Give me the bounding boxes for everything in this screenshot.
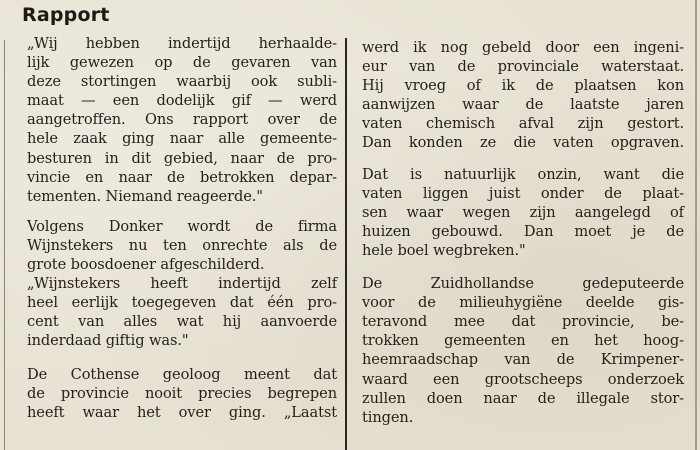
text-line: vaten liggen juist onder de plaat- bbox=[362, 184, 684, 202]
text-line: heeft waar het over ging. „Laatst bbox=[27, 403, 337, 421]
column-divider bbox=[345, 38, 347, 450]
paragraph-deputy bbox=[362, 274, 684, 427]
text-line: Wijnstekers nu ten onrechte als de bbox=[27, 236, 337, 254]
text-line: hele boel wegbreken." bbox=[362, 241, 526, 259]
text-line: De Zuidhollandse gedeputeerde bbox=[362, 275, 684, 293]
paragraph-quote-report bbox=[27, 34, 337, 206]
text-line: aanwijzen waar de laatste jaren bbox=[362, 96, 684, 114]
text-line: grote boosdoener afgeschilderd. bbox=[27, 256, 265, 274]
text-line: sen waar wegen zijn aangelegd of bbox=[362, 203, 684, 221]
paragraph-geologist bbox=[27, 365, 337, 422]
text-line: vaten chemisch afval zijn gestort. bbox=[362, 115, 684, 133]
text-line: cent van alles wat hij aanvoerde bbox=[27, 313, 337, 331]
clipping-left-edge bbox=[4, 40, 5, 450]
text-line: vincie en naar de betrokken depar- bbox=[27, 168, 337, 186]
text-line: tementen. Niemand reageerde." bbox=[27, 187, 263, 205]
text-line: trokken gemeenten en het hoog- bbox=[362, 332, 684, 350]
text-line: huizen gebouwd. Dan moet je de bbox=[362, 222, 684, 240]
text-line: Dat is natuurlijk onzin, want die bbox=[362, 165, 684, 183]
text-line: besturen in dit gebied, naar de pro- bbox=[27, 149, 337, 167]
paragraph-donker bbox=[27, 217, 337, 351]
text-line: Hij vroeg of ik de plaatsen kon bbox=[362, 77, 684, 95]
text-line: maat — een dodelijk gif — werd bbox=[27, 92, 337, 110]
text-line: de provincie nooit precies begrepen bbox=[27, 384, 337, 402]
text-line: heemraadschap van de Krimpener- bbox=[362, 351, 684, 369]
text-line: lijk gewezen op de gevaren van bbox=[27, 54, 337, 72]
text-line: heel eerlijk toegegeven dat één pro- bbox=[27, 294, 337, 312]
left-column bbox=[27, 34, 337, 422]
right-column bbox=[362, 38, 684, 427]
paragraph-engineer-call bbox=[362, 38, 684, 153]
text-line: tingen. bbox=[362, 408, 414, 426]
text-line: eur van de provinciale waterstaat. bbox=[362, 58, 684, 76]
text-line: Volgens Donker wordt de firma bbox=[27, 217, 337, 235]
section-heading: Rapport bbox=[22, 4, 110, 26]
clipping-right-edge bbox=[695, 0, 697, 450]
text-line: waard een grootscheeps onderzoek bbox=[362, 370, 684, 388]
text-line: De Cothense geoloog meent dat bbox=[27, 365, 337, 383]
text-line: werd ik nog gebeld door een ingeni- bbox=[362, 39, 684, 56]
text-line: inderdaad giftig was." bbox=[27, 332, 189, 350]
text-line: Dan konden ze die vaten opgraven. bbox=[362, 134, 684, 152]
text-line: aangetroffen. Ons rapport over de bbox=[27, 111, 337, 129]
text-line: „Wij hebben indertijd herhaalde- bbox=[27, 35, 337, 52]
text-line: voor de milieuhygiëne deelde gis- bbox=[362, 294, 684, 312]
paragraph-nonsense bbox=[362, 165, 684, 260]
text-line: „Wijnstekers heeft indertijd zelf bbox=[27, 275, 337, 293]
text-line: deze stortingen waarbij ook subli- bbox=[27, 73, 337, 91]
text-line: hele zaak ging naar alle gemeente- bbox=[27, 130, 337, 148]
text-line: teravond mee dat provincie, be- bbox=[362, 313, 684, 331]
text-line: zullen doen naar de illegale stor- bbox=[362, 389, 684, 407]
